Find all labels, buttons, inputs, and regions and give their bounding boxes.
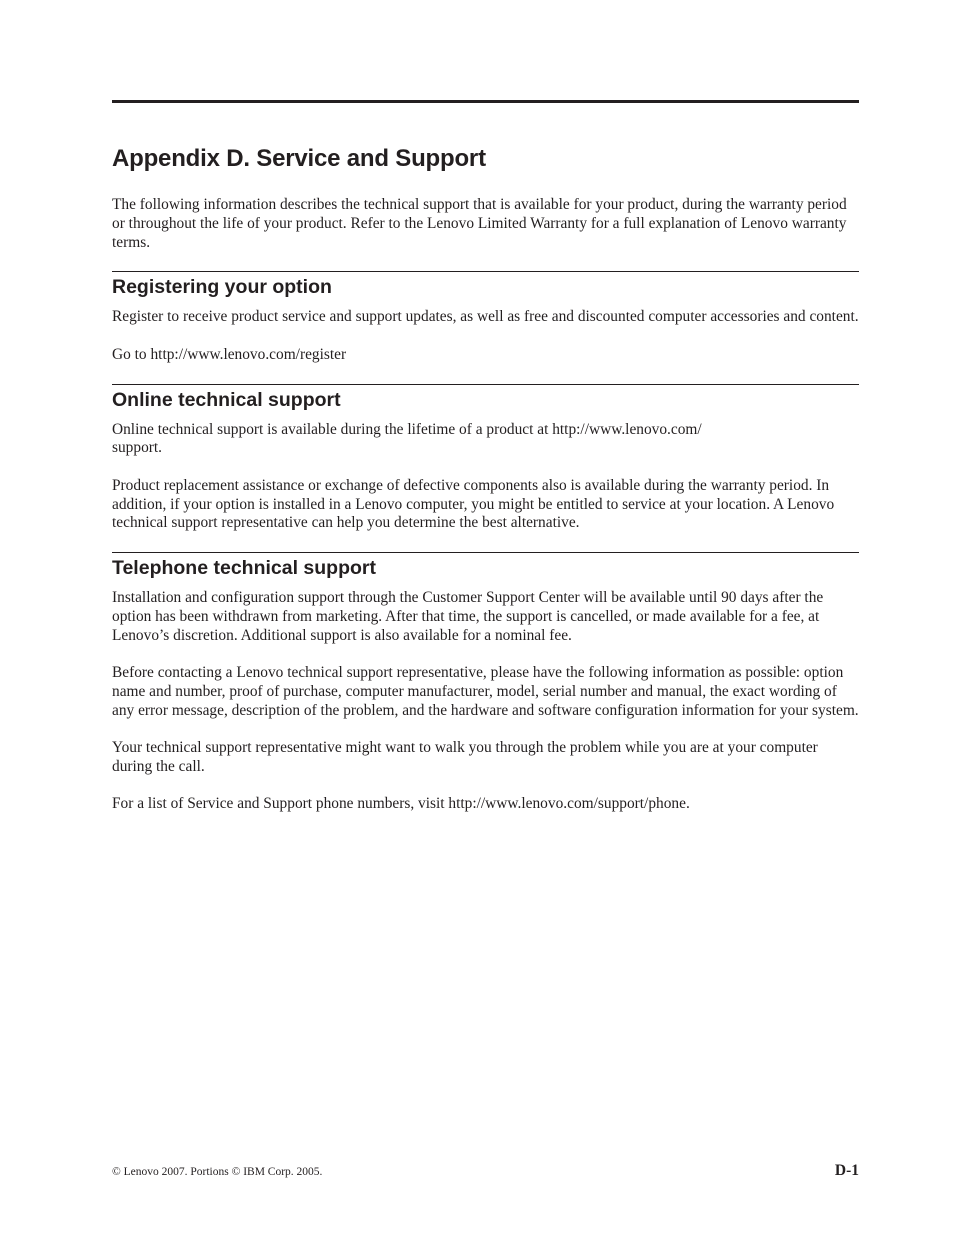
- section-title: Online technical support: [112, 388, 341, 411]
- chapter-intro: The following information describes the technical support that is available for your product, during the warranty period or throughout the life of your product. Refer to the Lenovo Limited Warranty for a full explanation of Lenovo warranty terms.: [112, 196, 847, 251]
- paragraph: Product replacement assistance or exchange of defective components also is available during the warranty period. In addition, if your option is installed in a Lenovo computer, you might be entitled to service at your location. A Lenovo technical support representative can help you determine the best alternative.: [112, 476, 835, 532]
- section-registering-your-option: [112, 271, 859, 364]
- chapter-title: Appendix D. Service and Support: [112, 145, 486, 172]
- page-number: D-1: [834, 1162, 859, 1179]
- section-rule: [112, 552, 859, 553]
- phone-link-paragraph: For a list of Service and Support phone numbers, visit http://www.lenovo.com/support/phone.: [112, 795, 690, 813]
- section-online-technical-support: [112, 384, 859, 534]
- paragraph: Register to receive product service and support updates, as well as free and discounted computer accessories and content.: [112, 308, 859, 326]
- section-telephone-technical-support: [112, 552, 859, 814]
- paragraph: Before contacting a Lenovo technical support representative, please have the following information as possible: option name and number, proof of purchase, computer manufacturer, model, serial number and manual, the exact wording of any error message, description of the problem, and the hardware and software configuration information for your system.: [112, 664, 859, 719]
- register-link-paragraph: Go to http://www.lenovo.com/register: [112, 345, 347, 363]
- support-link-paragraph: Online technical support is available during the lifetime of a product at http://www.lenovo.com/ support.: [112, 420, 702, 457]
- section-rule: [112, 271, 859, 272]
- document-page: [112, 100, 859, 814]
- chapter-top-rule: [112, 100, 859, 103]
- section-title: Telephone technical support: [112, 557, 377, 580]
- section-title: Registering your option: [112, 276, 332, 299]
- footer-copyright: © Lenovo 2007. Portions © IBM Corp. 2005.: [112, 1166, 323, 1178]
- section-rule: [112, 384, 859, 385]
- paragraph: Installation and configuration support through the Customer Support Center will be available until 90 days after the option has been withdrawn from marketing. After that time, the support is cancelled, or made available for a fee, at Lenovo’s discretion. Additional support is also available for a nominal fee.: [112, 589, 824, 644]
- paragraph: Your technical support representative might want to walk you through the problem while you are at your computer during the call.: [112, 739, 818, 775]
